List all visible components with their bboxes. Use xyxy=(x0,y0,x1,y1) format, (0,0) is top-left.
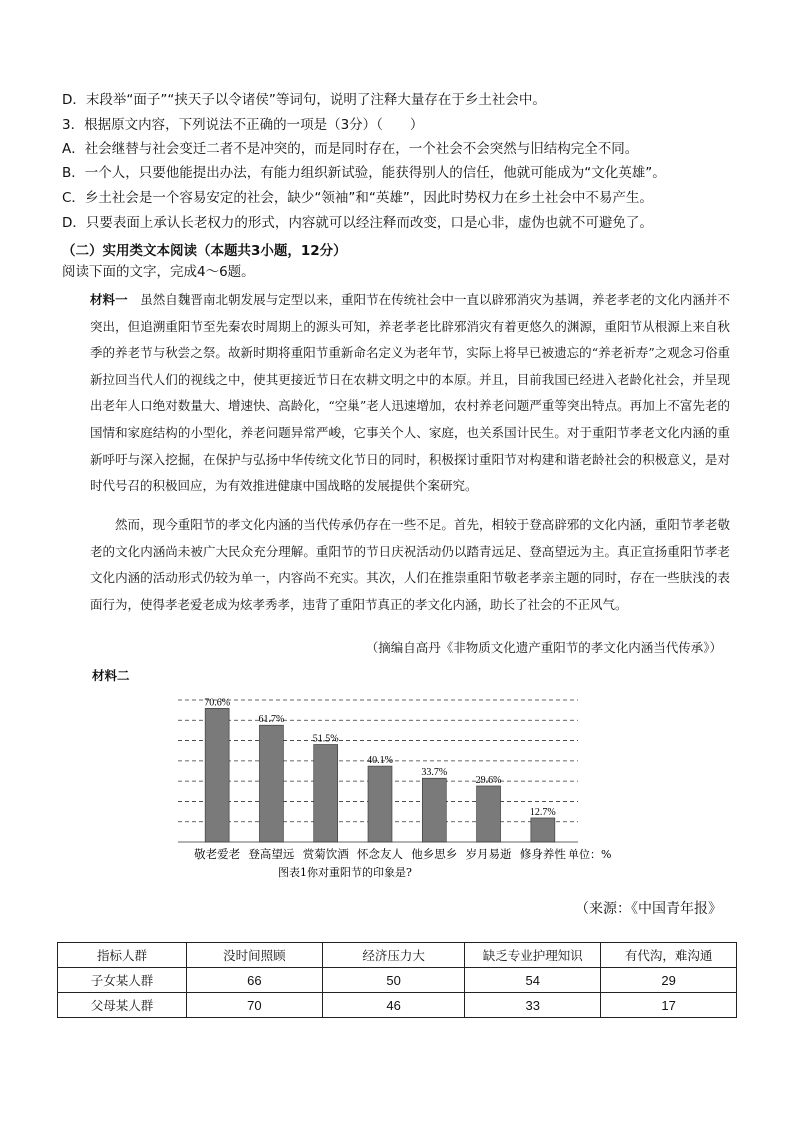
bar xyxy=(368,766,392,842)
table-cell: 46 xyxy=(322,993,465,1018)
material1-label: 材料一 xyxy=(90,292,128,307)
q3-stem: 3．根据原文内容，下列说法不正确的一项是（3分）（ ） xyxy=(62,117,424,133)
material1-citation: （摘编自高丹《非物质文化遗产重阳节的孝文化内涵当代传承》） xyxy=(365,640,722,655)
table-row xyxy=(58,993,737,1018)
bar-value-label: 61.7% xyxy=(258,714,285,726)
table-cell: 50 xyxy=(322,968,465,993)
material2-source: （来源：《中国青年报》 xyxy=(575,901,722,917)
table-header: 经济压力大 xyxy=(322,943,465,968)
table-cell: 父母某人群 xyxy=(58,993,187,1018)
table-row xyxy=(58,968,737,993)
bar-category-label: 他乡思乡 xyxy=(411,847,458,861)
material1-paragraph-2: 然而，现今重阳节的孝文化内涵的当代传承仍存在一些不足。首先，相较于登高辟邪的文化内涵，重阳节孝老敬老的文化内涵尚未被广大民众充分理解。重阳节的节日庆祝活动仍以踏青远足、登高望远为主。真正宣扬重阳节孝老文化内涵的活动形式仍较为单一，内容尚不充实。其次，人们在推崇重阳节敬老孝亲主题的同时，存在一些肤浅的表面行为，使得孝老爱老成为炫孝秀孝，违背了重阳节真正的孝文化内涵，助长了社会的不正风气。 xyxy=(90,517,730,612)
chart-title: 图表1你对重阳节的印象是? xyxy=(278,866,412,879)
table-cell: 33 xyxy=(465,993,601,1018)
table-header: 指标人群 xyxy=(58,943,187,968)
bar-category-label: 岁月易逝 xyxy=(465,847,512,861)
bar-chart xyxy=(178,694,618,884)
table-header: 有代沟，难沟通 xyxy=(601,943,737,968)
bar-value-label: 40.1% xyxy=(367,755,393,767)
bar xyxy=(531,818,555,842)
q2-option-d: D．末段举“面子”“挟天子以令诸侯”等词句，说明了注释大量存在于乡土社会中。 xyxy=(62,92,546,108)
bar xyxy=(422,778,446,842)
chart-unit-label: 单位：% xyxy=(568,848,612,861)
table-cell: 29 xyxy=(601,968,737,993)
table-cell: 66 xyxy=(187,968,323,993)
bar-value-label: 70.6% xyxy=(204,697,231,709)
chart-category-labels xyxy=(194,847,566,861)
q3-option-c: C．乡土社会是一个容易安定的社会，缺少“领袖”和“英雄”，因此时势权力在乡土社会中不易产生。 xyxy=(62,190,653,206)
q3-option-a: A．社会继替与社会变迁二者不是冲突的，而是同时存在，一个社会不会突然与旧结构完全不同。 xyxy=(62,141,639,157)
table-cell: 54 xyxy=(465,968,601,993)
table-header: 缺乏专业护理知识 xyxy=(465,943,601,968)
bar-category-label: 怀念友人 xyxy=(357,847,403,861)
section-title: （二）实用类文本阅读（本题共3小题，12分） xyxy=(62,243,347,259)
bar xyxy=(259,725,283,842)
bar xyxy=(314,744,338,842)
material2-label: 材料二 xyxy=(92,668,130,683)
q3-option-b: B．一个人，只要他能提出办法，有能力组织新试验，能获得别人的信任，他就可能成为“文化英雄”。 xyxy=(62,165,666,181)
bar-category-label: 修身养性 xyxy=(519,847,566,861)
bar-value-label: 33.7% xyxy=(421,767,448,779)
bar-value-label: 51.5% xyxy=(312,733,339,745)
table-cell: 70 xyxy=(187,993,323,1018)
table-header: 没时间照顾 xyxy=(187,943,323,968)
table-cell: 子女某人群 xyxy=(58,968,187,993)
data-table xyxy=(57,942,737,1018)
table-cell: 17 xyxy=(601,993,737,1018)
material1-text-1: 虽然自魏晋南北朝发展与定型以来，重阳节在传统社会中一直以辟邪消灾为基调，养老孝老的文化内涵并不突出，但追溯重阳节至先秦农时周期上的源头可知，养老孝老比辟邪消灾有着更悠久的渊源，重阳节从根源上来自秋季的养老节与秋尝之祭。故新时期将重阳节重新命名定义为老年节，实际上将早已被遗忘的“养老祈寿”之观念习俗重新拉回当代人们的视线之中，使其更接近节日在农耕文明之中的本原。并且，目前我国已经进入老龄化社会，并呈现出老年人口绝对数量大、增速快、高龄化，“空巢”老人迅速增加，农村养老问题严重等突出特点。再加上不富先老的国情和家庭结构的小型化，养老问题异常严峻，它事关个人、家庭，也关系国计民生。对于重阳节孝老文化内涵的重新呼吁与深入挖掘，在保护与弘扬中华传统文化节日的同时，积极探讨重阳节对构建和谐老龄社会的积极意义，是对时代号召的积极回应，为有效推进健康中国战略的发展提供个案研究。 xyxy=(90,292,730,494)
q3-option-d: D．只要表面上承认长老权力的形式，内容就可以经注释而改变，口是心非，虚伪也就不可避免了。 xyxy=(62,215,653,231)
bar xyxy=(205,708,229,842)
bar-category-label: 敬老爱老 xyxy=(194,847,241,861)
material1-paragraph-1 xyxy=(90,287,730,500)
bar xyxy=(477,786,501,842)
bar-category-label: 登高望远 xyxy=(248,847,295,861)
bar-value-label: 12.7% xyxy=(529,806,556,818)
section-instruction: 阅读下面的文字，完成4～6题。 xyxy=(62,264,255,280)
bar-category-label: 赏菊饮酒 xyxy=(302,847,349,861)
bar-value-label: 29.6% xyxy=(475,774,502,786)
table-header-row xyxy=(58,943,737,968)
